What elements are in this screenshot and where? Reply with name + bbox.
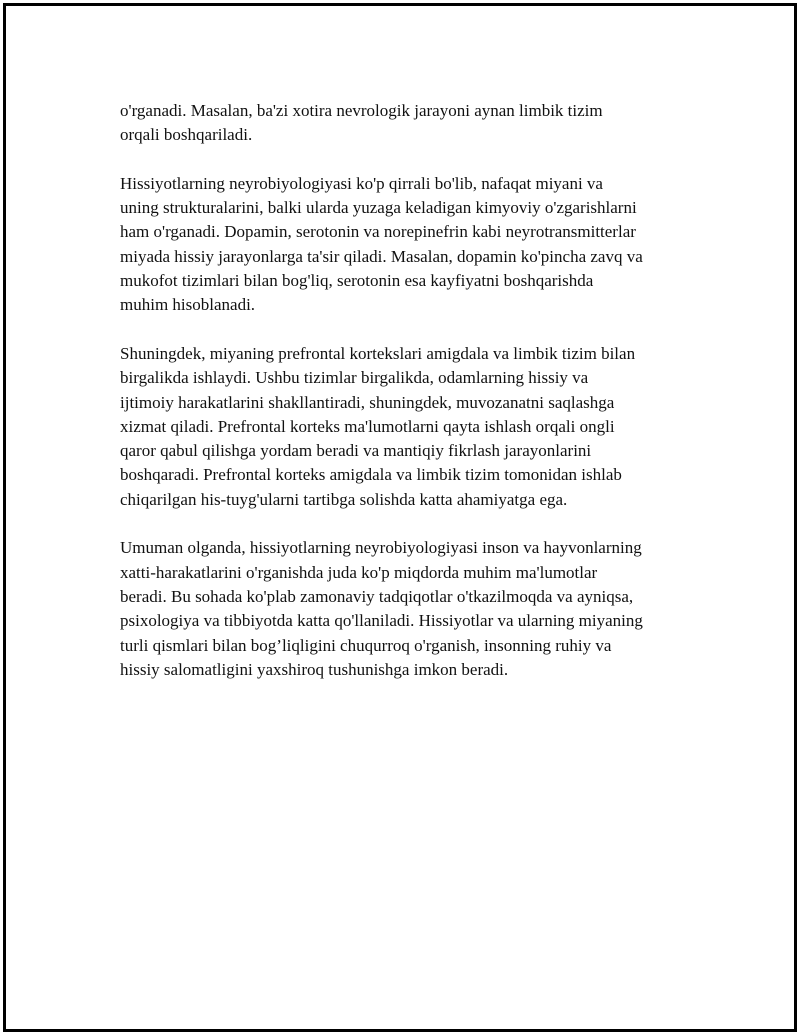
page-content [120,99,695,706]
paragraph-4: Umuman olganda, hissiyotlarning neyrobiyologiyasi inson va hayvonlarning xatti-harakatlarini o'rganishda juda ko'p miqdorda muhim ma'lumotlar beradi. Bu sohada ko'plab zamonaviy tadqiqotlar o'tkazilmoqda va ayniqsa, psixologiya va tibbiyotda katta qo'llaniladi. Hissiyotlar va ularning miyaning turli qismlari bilan bog’liqligini chuqurroq o'rganish, insonning ruhiy va hissiy salomatligini yaxshiroq tushunishga imkon beradi. [120,538,643,679]
paragraph-3: Shuningdek, miyaning prefrontal kortekslari amigdala va limbik tizim bilan birgalikda ishlaydi. Ushbu tizimlar birgalikda, odamlarning hissiy va ijtimoiy harakatlarini shakllantiradi, shuningdek, muvozanatni saqlashga xizmat qiladi. Prefrontal korteks ma'lumotlarni qayta ishlash orqali ongli qaror qabul qilishga yordam beradi va mantiqiy fikrlash jarayonlarini boshqaradi. Prefrontal korteks amigdala va limbik tizim tomonidan ishlab chiqarilgan his-tuyg'ularni tartibga solishda katta ahamiyatga ega. [120,343,636,509]
paragraph-2: Hissiyotlarning neyrobiyologiyasi ko'p qirrali bo'lib, nafaqat miyani va uning strukturalarini, balki ularda yuzaga keladigan kimyoviy o'zgarishlarni ham o'rganadi. Dopamin, serotonin va norepinefrin kabi neyrotransmitterlar miyada hissiy jarayonlarga ta'sir qiladi. Masalan, dopamin ko'pincha zavq va mukofot tizimlari bilan bog'liq, serotonin esa kayfiyatni boshqarishda muhim hisoblanadi. [120,173,643,315]
paragraph-1: o'rganadi. Masalan, ba'zi xotira nevrologik jarayoni aynan limbik tizim orqali boshqariladi. [120,101,603,145]
page-frame [3,3,797,1032]
